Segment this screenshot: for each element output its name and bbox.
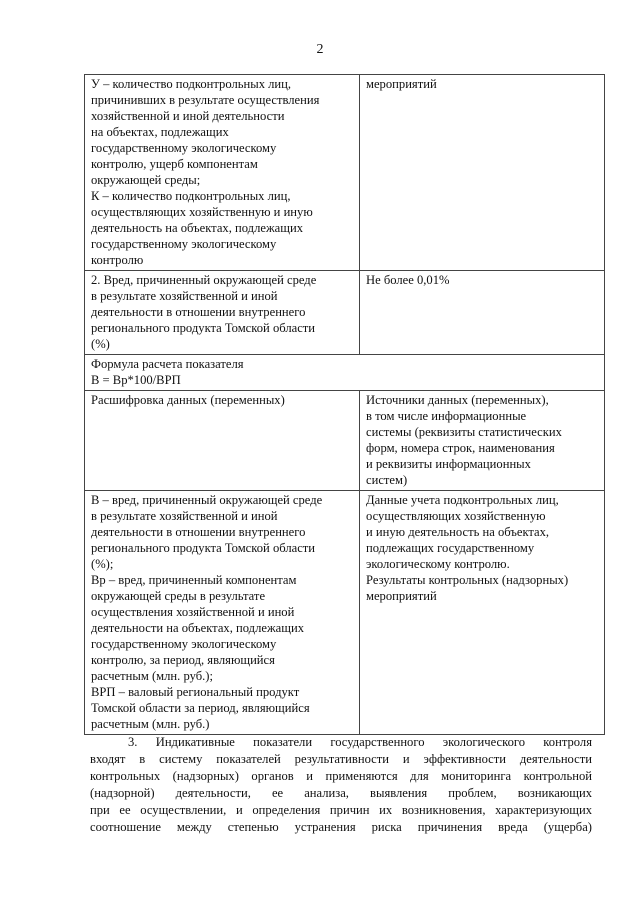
text-line: в том числе информационные (366, 409, 527, 423)
text-line: регионального продукта Томской области (91, 321, 316, 335)
text-line: контролю, ущерб компонентам (91, 157, 258, 171)
text-line: окружающей среды в результате (91, 589, 266, 603)
text-line: контролю, за период, являющийся (91, 653, 275, 667)
text-line: деятельности на объектах, подлежащих (91, 621, 304, 635)
table-row (85, 355, 605, 391)
text-line: (%); (91, 557, 114, 571)
text-line: В – вред, причиненный окружающей среде (91, 493, 323, 507)
text-line: Вр – вред, причиненный компонентам (91, 573, 297, 587)
formula-text: В = Вр*100/ВРП (91, 373, 181, 387)
table-cell-formula (85, 355, 605, 391)
text-line: хозяйственной и иной деятельности (91, 109, 285, 123)
text-line: государственному экологическому (91, 637, 277, 651)
text-line: деятельность на объектах, подлежащих (91, 221, 303, 235)
paragraph-line: контрольных (надзорных) органов и применяются для мониторинга контрольной (90, 769, 592, 783)
text-line: Расшифровка данных (переменных) (91, 393, 285, 407)
text-line: ВРП – валовый региональный продукт (91, 685, 300, 699)
body-paragraph (90, 734, 592, 836)
text-line: в результате хозяйственной и иной (91, 289, 278, 303)
paragraph-line: (надзорной) деятельности, ее анализа, выявления проблем, возникающих (90, 786, 592, 800)
formula-heading: Формула расчета показателя (91, 357, 244, 371)
table-cell-header-sources (360, 391, 605, 491)
text-line: на объектах, подлежащих (91, 125, 229, 139)
text-line: деятельности в отношении внутреннего (91, 305, 306, 319)
text-line: У – количество подконтрольных лиц, (91, 77, 292, 91)
text-line: окружающей среды; (91, 173, 201, 187)
table-cell-variables (85, 491, 360, 735)
text-line: расчетным (млн. руб.); (91, 669, 213, 683)
page-number: 2 (316, 42, 324, 57)
table-row (85, 75, 605, 271)
text-line: 2. Вред, причиненный окружающей среде (91, 273, 317, 287)
text-line: мероприятий (366, 77, 437, 91)
table-cell-indicator-target (360, 271, 605, 355)
text-line: Результаты контрольных (надзорных) (366, 573, 569, 587)
text-line: Данные учета подконтрольных лиц, (366, 493, 559, 507)
text-line: форм, номера строк, наименования (366, 441, 555, 455)
text-line: осуществляющих хозяйственную и иную (91, 205, 313, 219)
paragraph-line: при ее осуществлении, и определения причин их возникновения, характеризующих (90, 803, 592, 817)
table-row (85, 491, 605, 735)
paragraph-line: 3. Индикативные показатели государственного экологического контроля (128, 735, 592, 749)
text-line: экологическому контролю. (366, 557, 510, 571)
text-line: Не более 0,01% (366, 273, 450, 287)
text-line: подлежащих государственному (366, 541, 535, 555)
text-line: (%) (91, 337, 110, 351)
text-line: и реквизиты информационных (366, 457, 531, 471)
text-line: и иную деятельность на объектах, (366, 525, 550, 539)
indicator-table (84, 74, 605, 735)
text-line: осуществляющих хозяйственную (366, 509, 546, 523)
text-line: осуществления хозяйственной и иной (91, 605, 295, 619)
text-line: в результате хозяйственной и иной (91, 509, 278, 523)
table-row (85, 391, 605, 491)
table-cell-sources (360, 491, 605, 735)
text-line: деятельности в отношении внутреннего (91, 525, 306, 539)
text-line: государственному экологическому (91, 237, 277, 251)
text-line: причинивших в результате осуществления (91, 93, 320, 107)
text-line: системы (реквизиты статистических (366, 425, 562, 439)
paragraph-line: соотношение между степенью устранения риска причинения вреда (ущерба) (90, 820, 592, 834)
table-cell-sources-cont (360, 75, 605, 271)
text-line: регионального продукта Томской области (91, 541, 316, 555)
table-cell-header-variables (85, 391, 360, 491)
table-cell-variables-cont (85, 75, 360, 271)
text-line: Томской области за период, являющийся (91, 701, 310, 715)
text-line: мероприятий (366, 589, 437, 603)
table-row (85, 271, 605, 355)
text-line: систем) (366, 473, 408, 487)
text-line: К – количество подконтрольных лиц, (91, 189, 291, 203)
text-line: расчетным (млн. руб.) (91, 717, 210, 731)
text-line: контролю (91, 253, 144, 267)
table-cell-indicator-name (85, 271, 360, 355)
text-line: государственному экологическому (91, 141, 277, 155)
text-line: Источники данных (переменных), (366, 393, 549, 407)
paragraph-line: входят в систему показателей результативности и эффективности деятельности (90, 752, 592, 766)
